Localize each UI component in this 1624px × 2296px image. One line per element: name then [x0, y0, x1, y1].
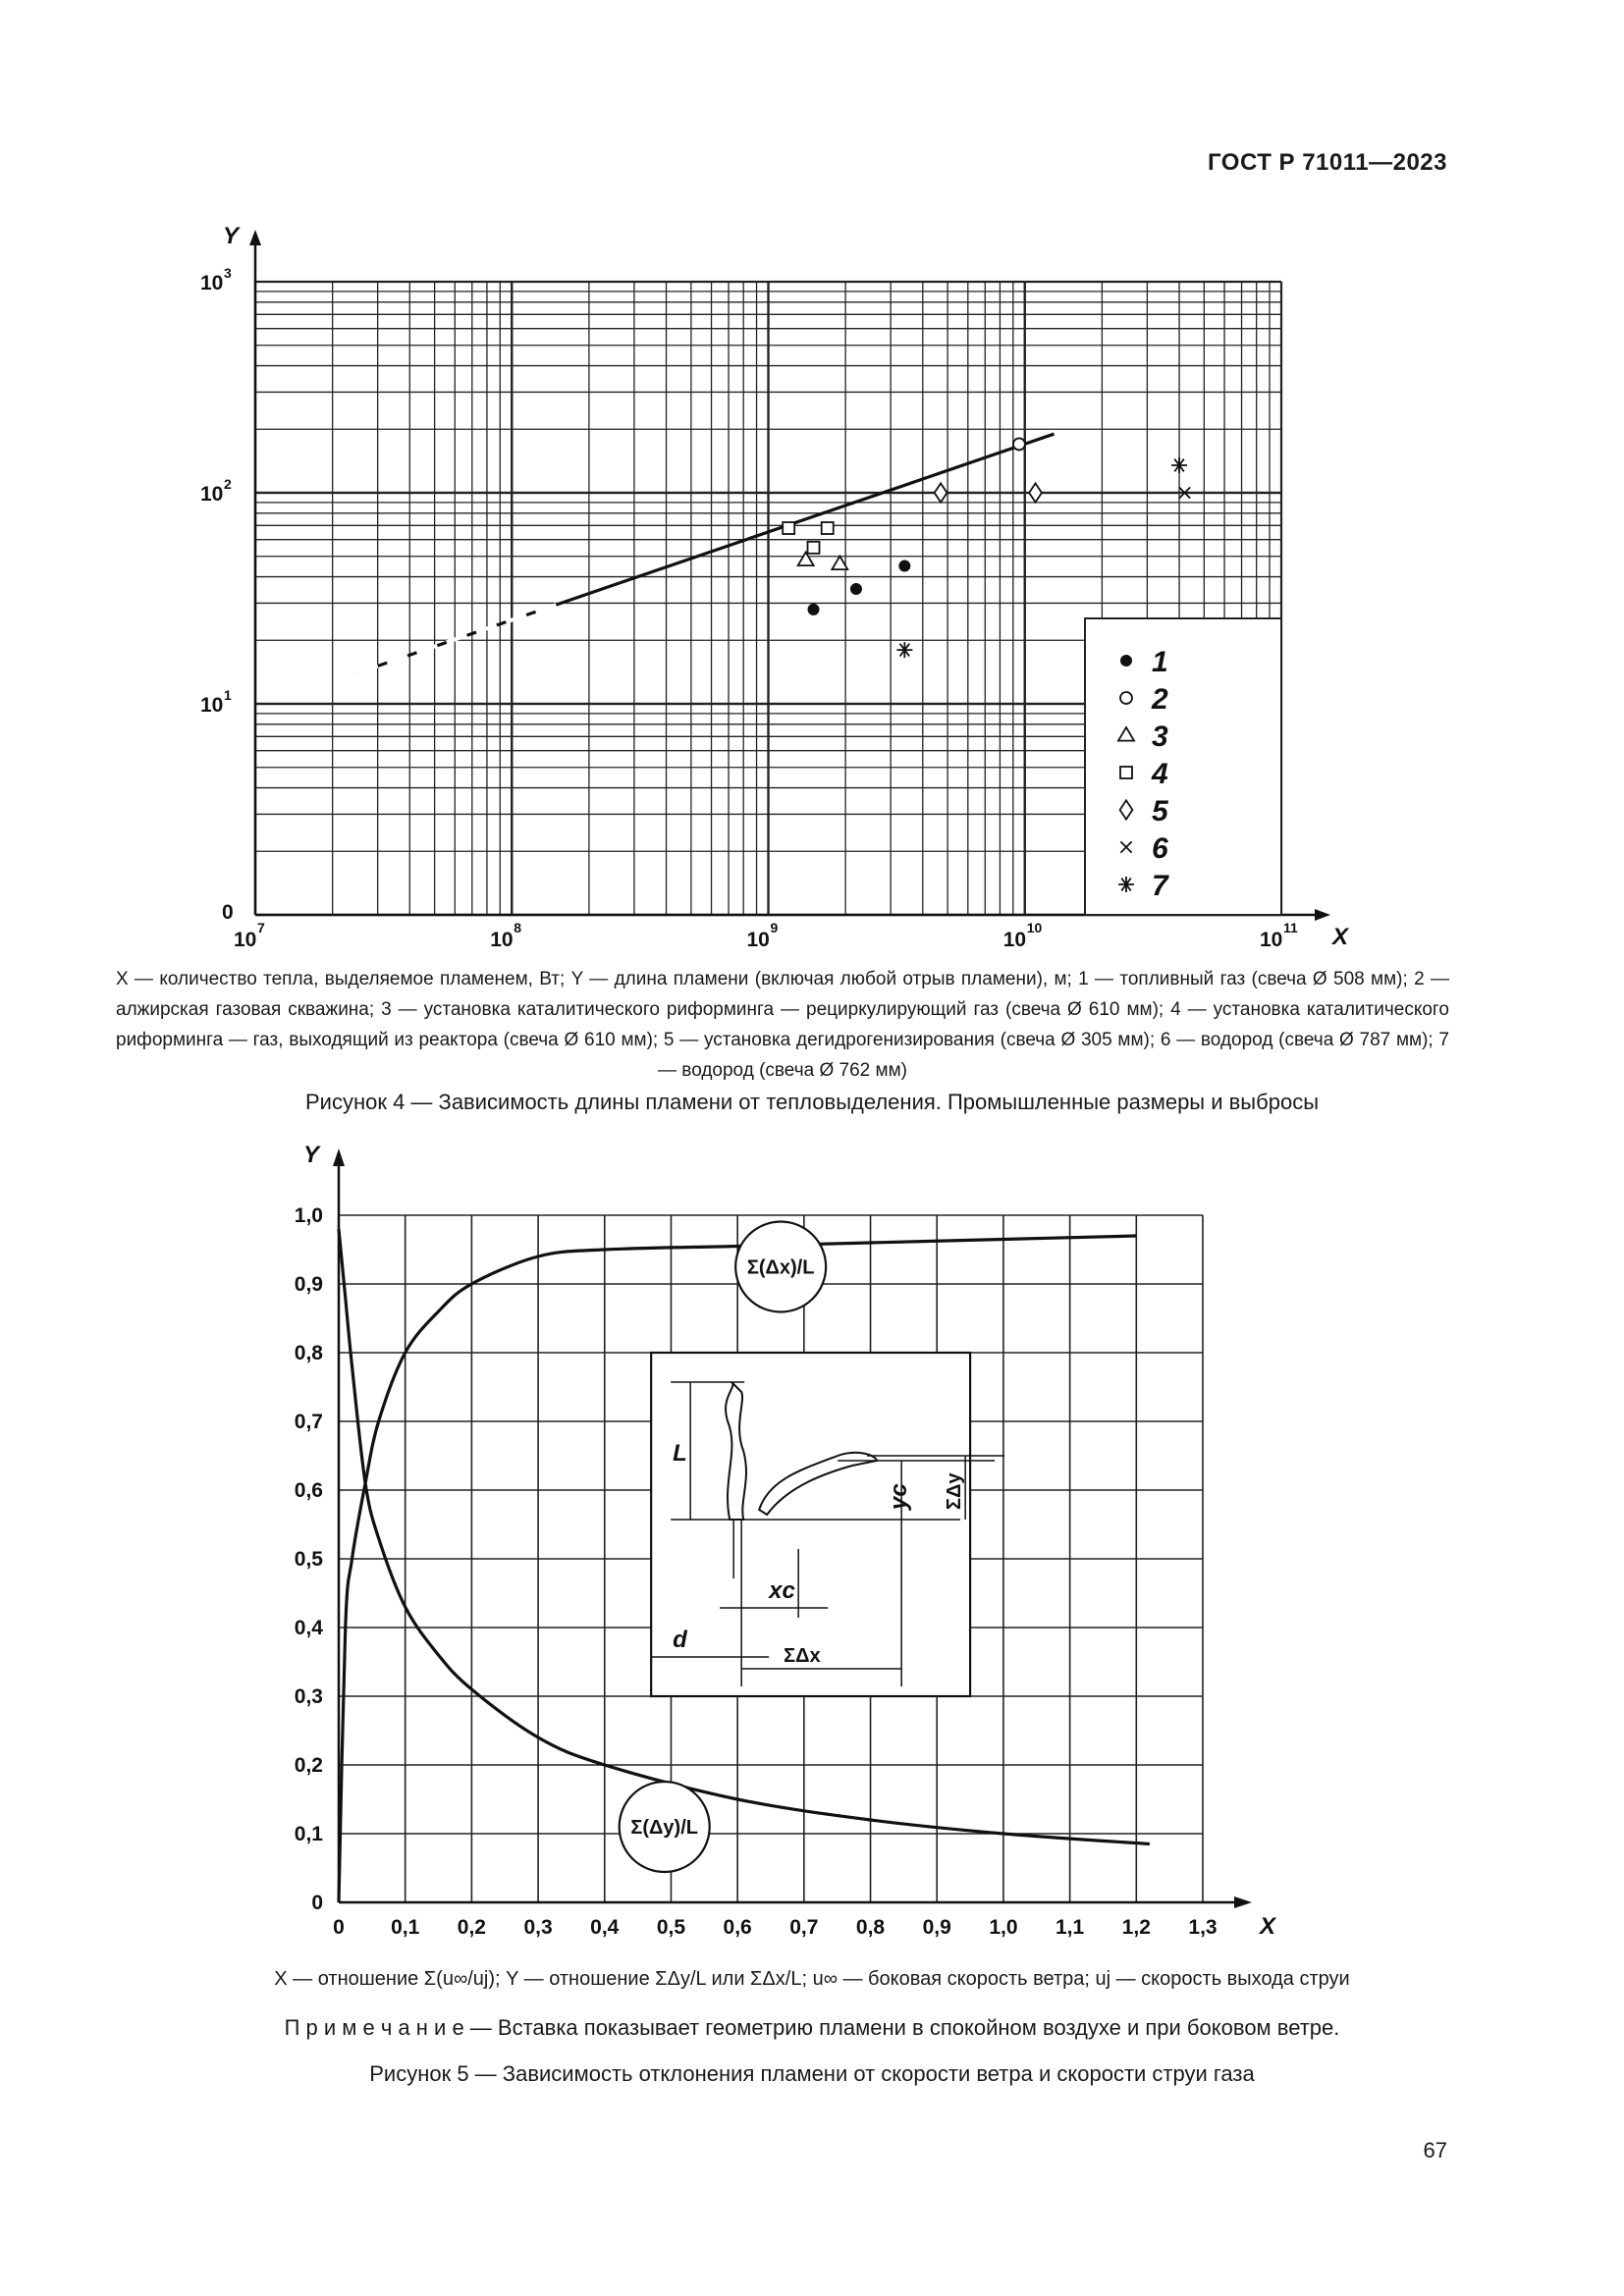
figure4-caption: Рисунок 4 — Зависимость длины пламени от тепловыделения. Промышленные размеры и выбросы — [304, 1090, 1320, 1114]
x-tick-label: 0,8 — [855, 1916, 886, 1939]
x-tick-label: 0,3 — [523, 1916, 553, 1939]
x-tick-label: 0 — [333, 1916, 345, 1939]
x-tick-exponent: 9 — [770, 920, 779, 935]
x-tick-label: 0,6 — [723, 1916, 752, 1939]
figure4-legend-text — [116, 964, 1449, 1086]
y-axis-letter: Y — [223, 223, 240, 249]
x-tick-label: 0,4 — [590, 1916, 620, 1939]
trend-line-dash-gap — [357, 605, 557, 673]
x-tick-label: 1,0 — [989, 1916, 1018, 1939]
y-axis-arrow — [249, 230, 261, 245]
y-tick-exponent: 1 — [224, 687, 232, 703]
y-tick-label: 0,7 — [294, 1411, 323, 1433]
inset-label-d: d — [673, 1627, 687, 1653]
figure4-data-points — [357, 434, 1190, 673]
figure4-legend-paragraph: X — количество тепла, выделяемое пламенем, Вт; Y — длина пламени (включая любой отрыв пламени), м; 1 — топливный газ (свеча Ø 508 мм); 2 — алжирская газовая скважина; 3 — установка каталитического риформинга — рециркулирующий газ (свеча Ø 610 мм); 4 — установка каталитического риформинга — газ, выходящий из реактора (свеча Ø 610 мм); 5 — установка дегидрогенизирования (свеча Ø 305 мм); 6 — водород (свеча Ø 787 мм); 7 — водород (свеча Ø 762 мм) — [116, 969, 1449, 1081]
marker-square — [822, 522, 834, 534]
marker-filled-circle — [898, 561, 910, 572]
figure5-legend-text: X — отношение Σ(u∞/uj); Y — отношение ΣΔy/L или ΣΔx/L; u∞ — боковая скорость ветра; uj — скорость выхода струи — [274, 1968, 1350, 1990]
y-tick-label: 10 — [200, 694, 224, 717]
curve-label-dx: Σ(Δx)/L — [746, 1256, 815, 1279]
x-tick-label: 1,3 — [1188, 1916, 1218, 1939]
y-tick-label: 0,5 — [294, 1548, 323, 1571]
y-tick-label: 0,6 — [294, 1479, 323, 1502]
marker-square — [783, 522, 794, 534]
marker-asterisk — [896, 642, 912, 658]
y-tick-exponent: 2 — [224, 476, 232, 492]
curve-label-dy: Σ(Δy)/L — [630, 1817, 698, 1839]
inset-label-sum-dx: ΣΔx — [784, 1645, 821, 1667]
legend-label: 1 — [1152, 646, 1168, 678]
x-tick-label: 10 — [746, 929, 770, 951]
x-tick-label: 1,2 — [1121, 1916, 1151, 1939]
inset-label-xc: xc — [769, 1577, 795, 1604]
marker-diamond — [935, 483, 947, 502]
y-tick-label: 0,2 — [294, 1754, 323, 1777]
x-tick-exponent: 7 — [257, 920, 265, 935]
legend-label: 3 — [1152, 721, 1168, 753]
x-axis-letter: X — [1260, 1913, 1276, 1940]
x-tick-label: 10 — [234, 929, 257, 951]
legend-label: 4 — [1152, 758, 1168, 790]
inset-label-yc: yc — [886, 1483, 913, 1510]
x-axis-arrow — [1234, 1896, 1252, 1908]
marker-circle — [1013, 438, 1025, 450]
inset-label-sum-dy: ΣΔy — [944, 1472, 966, 1510]
page-number: 67 — [1423, 2138, 1447, 2163]
marker-circle — [1120, 692, 1132, 704]
legend-label: 6 — [1152, 832, 1168, 865]
x-tick-exponent: 8 — [514, 920, 522, 935]
x-tick-label: 0,5 — [656, 1916, 686, 1939]
x-axis-arrow — [1315, 909, 1330, 921]
marker-filled-circle — [850, 583, 862, 595]
figure5-chart — [265, 1139, 1326, 1953]
y-axis-letter: Y — [303, 1142, 320, 1168]
legend-box — [1085, 618, 1281, 915]
marker-diamond — [1029, 483, 1042, 502]
x-tick-exponent: 10 — [1026, 920, 1043, 935]
figure4-chart — [196, 218, 1375, 959]
marker-square — [1120, 767, 1132, 778]
x-tick-label: 10 — [490, 929, 514, 951]
x-tick-label: 10 — [1002, 929, 1027, 951]
figure5-inset — [651, 1353, 1004, 1696]
y-tick-label: 0,8 — [294, 1342, 323, 1364]
y-tick-exponent: 3 — [224, 265, 232, 281]
y-tick-label: 0,4 — [294, 1617, 323, 1639]
y-tick-label: 0,3 — [294, 1685, 323, 1708]
x-tick-label: 1,1 — [1056, 1916, 1085, 1939]
y-tick-label: 0,9 — [294, 1273, 323, 1296]
y-tick-label: 1,0 — [294, 1204, 323, 1227]
y-tick-label: 10 — [200, 483, 224, 506]
marker-filled-circle — [808, 604, 820, 615]
figure4-legend — [1085, 618, 1281, 915]
marker-filled-circle — [1120, 655, 1132, 667]
marker-square — [808, 542, 820, 554]
marker-asterisk — [1171, 457, 1187, 473]
y-tick-label: 0 — [311, 1892, 323, 1914]
x-tick-exponent: 11 — [1283, 920, 1298, 935]
x-tick-label: 10 — [1260, 929, 1283, 951]
x-tick-label: 0,7 — [789, 1916, 819, 1939]
y-tick-label: 10 — [200, 272, 224, 294]
x-axis-letter: X — [1332, 924, 1349, 950]
figure5-caption: Рисунок 5 — Зависимость отклонения пламени от скорости ветра и скорости струи газа — [369, 2061, 1255, 2086]
y-axis-arrow — [333, 1148, 345, 1166]
x-tick-label: 0,1 — [391, 1916, 420, 1939]
inset-label-L: L — [673, 1440, 687, 1467]
y-tick-label: 0,1 — [294, 1823, 323, 1845]
x-tick-label: 0,2 — [457, 1916, 486, 1939]
figure5-note: П р и м е ч а н и е — Вставка показывает геометрию пламени в спокойном воздухе и при боковом ветре. — [284, 2015, 1340, 2040]
legend-label: 5 — [1152, 795, 1168, 828]
document-header: ГОСТ Р 71011—2023 — [1208, 149, 1447, 176]
legend-label: 7 — [1152, 870, 1168, 902]
x-tick-label: 0,9 — [922, 1916, 951, 1939]
legend-label: 2 — [1152, 683, 1168, 716]
y-tick-zero: 0 — [222, 901, 234, 924]
